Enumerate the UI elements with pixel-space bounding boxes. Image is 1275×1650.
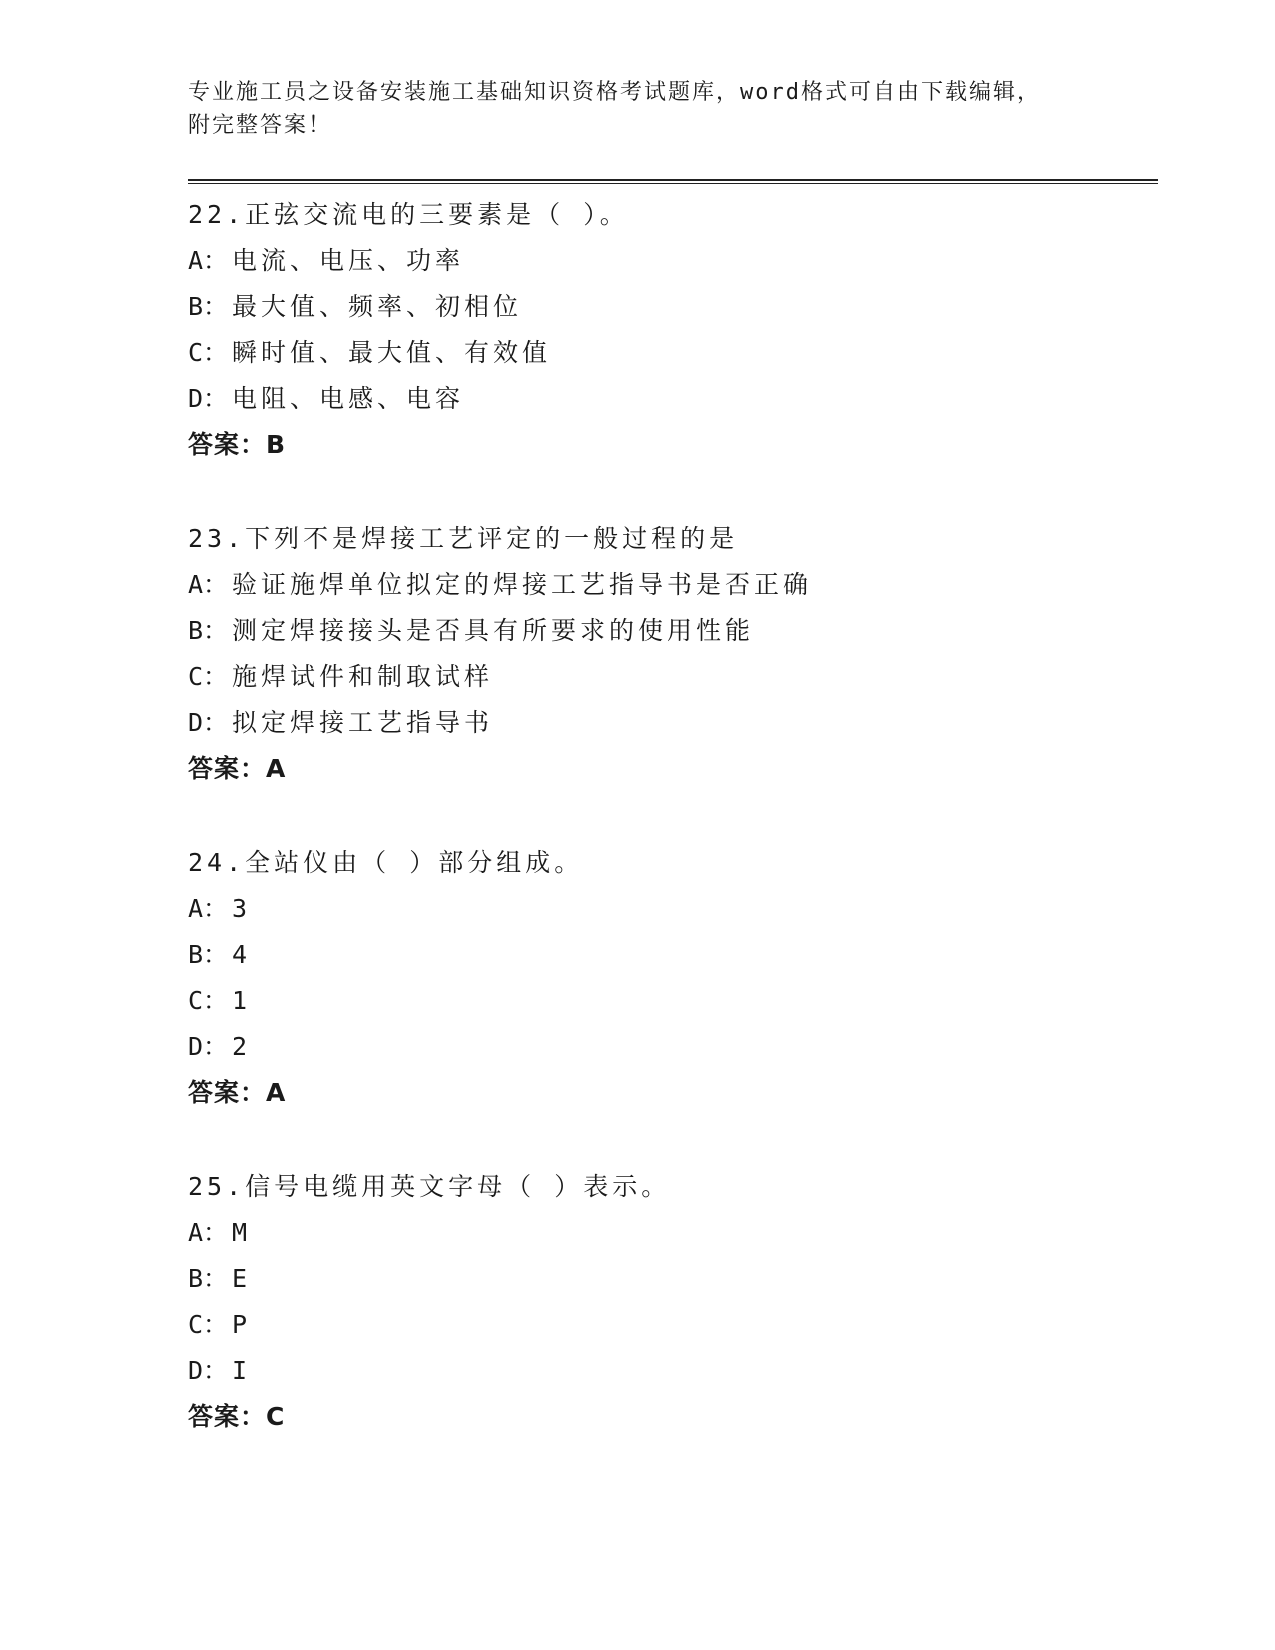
option-letter: D： bbox=[188, 384, 229, 413]
option-c bbox=[188, 654, 1158, 700]
option-d bbox=[188, 376, 1158, 422]
option-letter: C： bbox=[188, 1310, 229, 1339]
option-text: 电流、电压、功率 bbox=[232, 246, 465, 275]
option-letter: A： bbox=[188, 570, 229, 599]
option-text: 最大值、频率、初相位 bbox=[232, 292, 523, 321]
option-letter: D： bbox=[188, 1356, 229, 1385]
option-d bbox=[188, 700, 1158, 746]
option-text: 1 bbox=[232, 986, 252, 1015]
option-a bbox=[188, 562, 1158, 608]
option-letter: A： bbox=[188, 246, 229, 275]
option-text: 2 bbox=[232, 1032, 252, 1061]
answer: 答案：B bbox=[188, 430, 287, 459]
question-stem: 24.全站仪由（ ）部分组成。 bbox=[188, 848, 584, 877]
header-line-2: 附完整答案！ bbox=[188, 113, 333, 138]
option-letter: B： bbox=[188, 292, 229, 321]
document-header bbox=[188, 76, 1088, 142]
option-text: 施焊试件和制取试样 bbox=[232, 662, 494, 691]
question-stem: 25.信号电缆用英文字母（ ）表示。 bbox=[188, 1172, 671, 1201]
option-letter: A： bbox=[188, 894, 229, 923]
option-b bbox=[188, 608, 1158, 654]
question-stem: 23.下列不是焊接工艺评定的一般过程的是 bbox=[188, 524, 739, 553]
question-22 bbox=[188, 192, 1158, 468]
option-a bbox=[188, 238, 1158, 284]
option-text: P bbox=[232, 1310, 252, 1339]
option-d bbox=[188, 1024, 1158, 1070]
option-b bbox=[188, 284, 1158, 330]
answer: 答案：A bbox=[188, 1078, 287, 1107]
option-a bbox=[188, 886, 1158, 932]
option-letter: C： bbox=[188, 338, 229, 367]
answer: 答案：C bbox=[188, 1402, 286, 1431]
option-b bbox=[188, 1256, 1158, 1302]
option-letter: C： bbox=[188, 662, 229, 691]
option-text: 拟定焊接工艺指导书 bbox=[232, 708, 494, 737]
option-letter: D： bbox=[188, 1032, 229, 1061]
question-stem: 22.正弦交流电的三要素是（ ）。 bbox=[188, 200, 629, 229]
option-c bbox=[188, 978, 1158, 1024]
option-text: 电阻、电感、电容 bbox=[232, 384, 465, 413]
question-list bbox=[188, 192, 1158, 1488]
header-divider-thick bbox=[188, 179, 1158, 181]
option-letter: B： bbox=[188, 616, 229, 645]
header-divider-thin bbox=[188, 183, 1158, 184]
header-line-1: 专业施工员之设备安装施工基础知识资格考试题库，word格式可自由下载编辑， bbox=[188, 80, 1041, 105]
option-letter: A： bbox=[188, 1218, 229, 1247]
question-24 bbox=[188, 840, 1158, 1116]
option-text: E bbox=[232, 1264, 252, 1293]
option-letter: D： bbox=[188, 708, 229, 737]
option-c bbox=[188, 330, 1158, 376]
option-b bbox=[188, 932, 1158, 978]
option-d bbox=[188, 1348, 1158, 1394]
option-text: 测定焊接接头是否具有所要求的使用性能 bbox=[232, 616, 755, 645]
answer: 答案：A bbox=[188, 754, 287, 783]
question-25 bbox=[188, 1164, 1158, 1440]
option-text: 3 bbox=[232, 894, 252, 923]
option-letter: B： bbox=[188, 1264, 229, 1293]
option-letter: B： bbox=[188, 940, 229, 969]
option-a bbox=[188, 1210, 1158, 1256]
question-23 bbox=[188, 516, 1158, 792]
option-text: 瞬时值、最大值、有效值 bbox=[232, 338, 552, 367]
option-letter: C： bbox=[188, 986, 229, 1015]
option-text: I bbox=[232, 1356, 252, 1385]
option-text: M bbox=[232, 1218, 252, 1247]
option-text: 4 bbox=[232, 940, 252, 969]
option-text: 验证施焊单位拟定的焊接工艺指导书是否正确 bbox=[232, 570, 813, 599]
option-c bbox=[188, 1302, 1158, 1348]
